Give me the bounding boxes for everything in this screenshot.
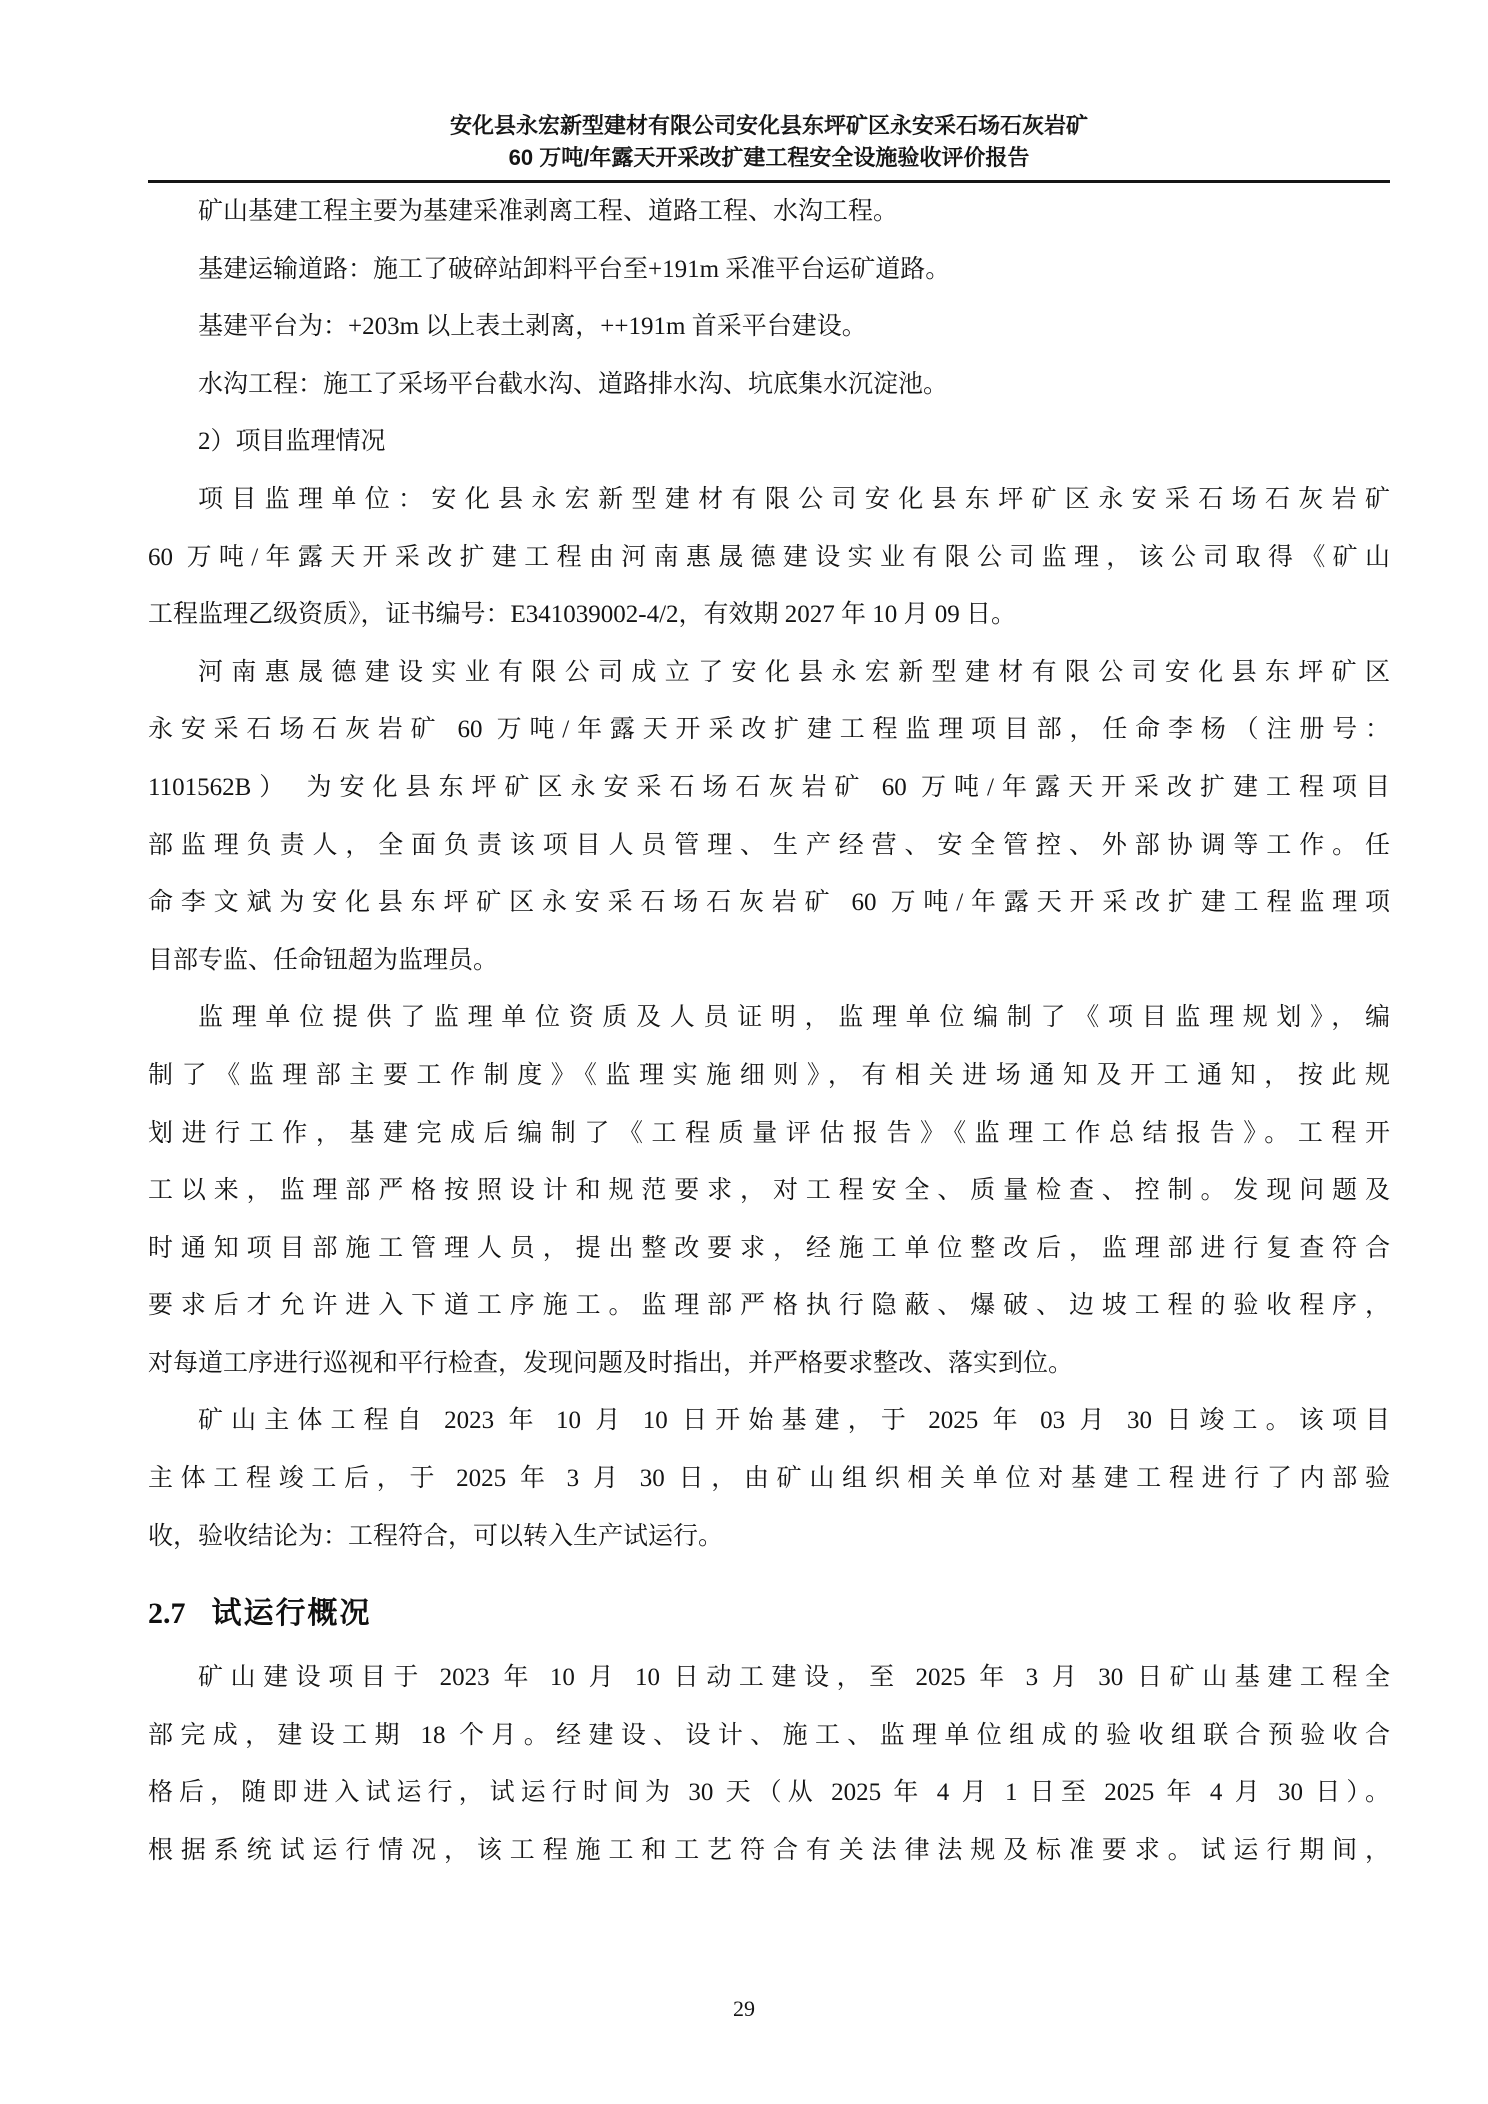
body-line: 矿山基建工程主要为基建采准剥离工程、道路工程、水沟工程。 xyxy=(198,198,899,225)
header-title-line1: 安化县永宏新型建材有限公司安化县东坪矿区永安采石场石灰岩矿 xyxy=(449,113,1088,138)
section-line: 根据系统试运行情况，该工程施工和工艺符合有关法律法规及标准要求。试运行期间， xyxy=(148,1837,1390,1865)
page-header xyxy=(148,110,1390,174)
body-line: 项目监理单位：安化县永宏新型建材有限公司安化县东坪矿区永安采石场石灰岩矿 xyxy=(198,485,1390,513)
section-number: 2.7 xyxy=(148,1597,186,1631)
section-line: 格后，随即进入试运行，试运行时间为 30 天（从 2025 年 4 月 1 日至 2025 年 4 月 30 日）。 xyxy=(148,1779,1390,1807)
body-line: 划进行工作，基建完成后编制了《工程质量评估报告》《监理工作总结报告》。工程开 xyxy=(148,1119,1390,1147)
section-heading xyxy=(148,1591,1390,1637)
body-line: 永安采石场石灰岩矿 60 万吨/年露天开采改扩建工程监理项目部，任命李杨（注册号： xyxy=(148,716,1390,744)
body-line: 制了《监理部主要工作制度》《监理实施细则》，有相关进场通知及开工通知，按此规 xyxy=(148,1061,1390,1089)
section-line: 矿山建设项目于 2023 年 10 月 10 日动工建设，至 2025 年 3 月 30 日矿山基建工程全 xyxy=(198,1664,1390,1692)
body-line: 要求后才允许进入下道工序施工。监理部严格执行隐蔽、爆破、边坡工程的验收程序， xyxy=(148,1292,1390,1320)
section-body xyxy=(148,1649,1390,1879)
body-line: 2）项目监理情况 xyxy=(198,428,386,456)
document-body xyxy=(148,183,1390,1565)
body-line: 基建运输道路：施工了破碎站卸料平台至+191m 采准平台运矿道路。 xyxy=(198,255,951,283)
body-line: 工程监理乙级资质》，证书编号：E341039002-4/2，有效期 2027 年 10 月 09 日。 xyxy=(148,601,1017,629)
content-column xyxy=(148,0,1390,1880)
body-line: 60 万吨/年露天开采改扩建工程由河南惠晟德建设实业有限公司监理，该公司取得《矿山 xyxy=(148,543,1390,571)
body-line: 基建平台为：+203m 以上表土剥离，++191m 首采平台建设。 xyxy=(198,313,867,341)
body-line: 主体工程竣工后，于 2025 年 3 月 30 日，由矿山组织相关单位对基建工程进行了内部验 xyxy=(148,1465,1390,1493)
section-line: 部完成，建设工期 18 个月。经建设、设计、施工、监理单位组成的验收组联合预验收合 xyxy=(148,1721,1390,1749)
body-line: 1101562B） 为安化县东坪矿区永安采石场石灰岩矿 60 万吨/年露天开采改扩建工程项目 xyxy=(148,773,1390,801)
body-line: 监理单位提供了监理单位资质及人员证明，监理单位编制了《项目监理规划》，编 xyxy=(198,1004,1390,1032)
body-line: 部监理负责人，全面负责该项目人员管理、生产经营、安全管控、外部协调等工作。任 xyxy=(148,831,1390,859)
body-line: 时通知项目部施工管理人员，提出整改要求，经施工单位整改后，监理部进行复查符合 xyxy=(148,1234,1390,1262)
section-title: 试运行概况 xyxy=(211,1597,372,1631)
page-number: 29 xyxy=(733,1996,755,2021)
body-line: 收，验收结论为：工程符合，可以转入生产试运行。 xyxy=(148,1522,724,1550)
body-line: 河南惠晟德建设实业有限公司成立了安化县永宏新型建材有限公司安化县东坪矿区 xyxy=(198,658,1390,686)
body-line: 命李文斌为安化县东坪矿区永安采石场石灰岩矿 60 万吨/年露天开采改扩建工程监理项 xyxy=(148,889,1390,917)
header-title-line2: 60 万吨/年露天开采改扩建工程安全设施验收评价报告 xyxy=(508,145,1030,170)
body-line: 目部专监、任命钮超为监理员。 xyxy=(148,946,499,974)
body-line: 对每道工序进行巡视和平行检查，发现问题及时指出，并严格要求整改、落实到位。 xyxy=(148,1349,1074,1377)
body-line: 水沟工程：施工了采场平台截水沟、道路排水沟、坑底集水沉淀池。 xyxy=(198,370,949,398)
body-line: 矿山主体工程自 2023 年 10 月 10 日开始基建，于 2025 年 03 月 30 日竣工。该项目 xyxy=(198,1407,1390,1435)
body-line: 工以来，监理部严格按照设计和规范要求，对工程安全、质量检查、控制。发现问题及 xyxy=(148,1177,1390,1205)
